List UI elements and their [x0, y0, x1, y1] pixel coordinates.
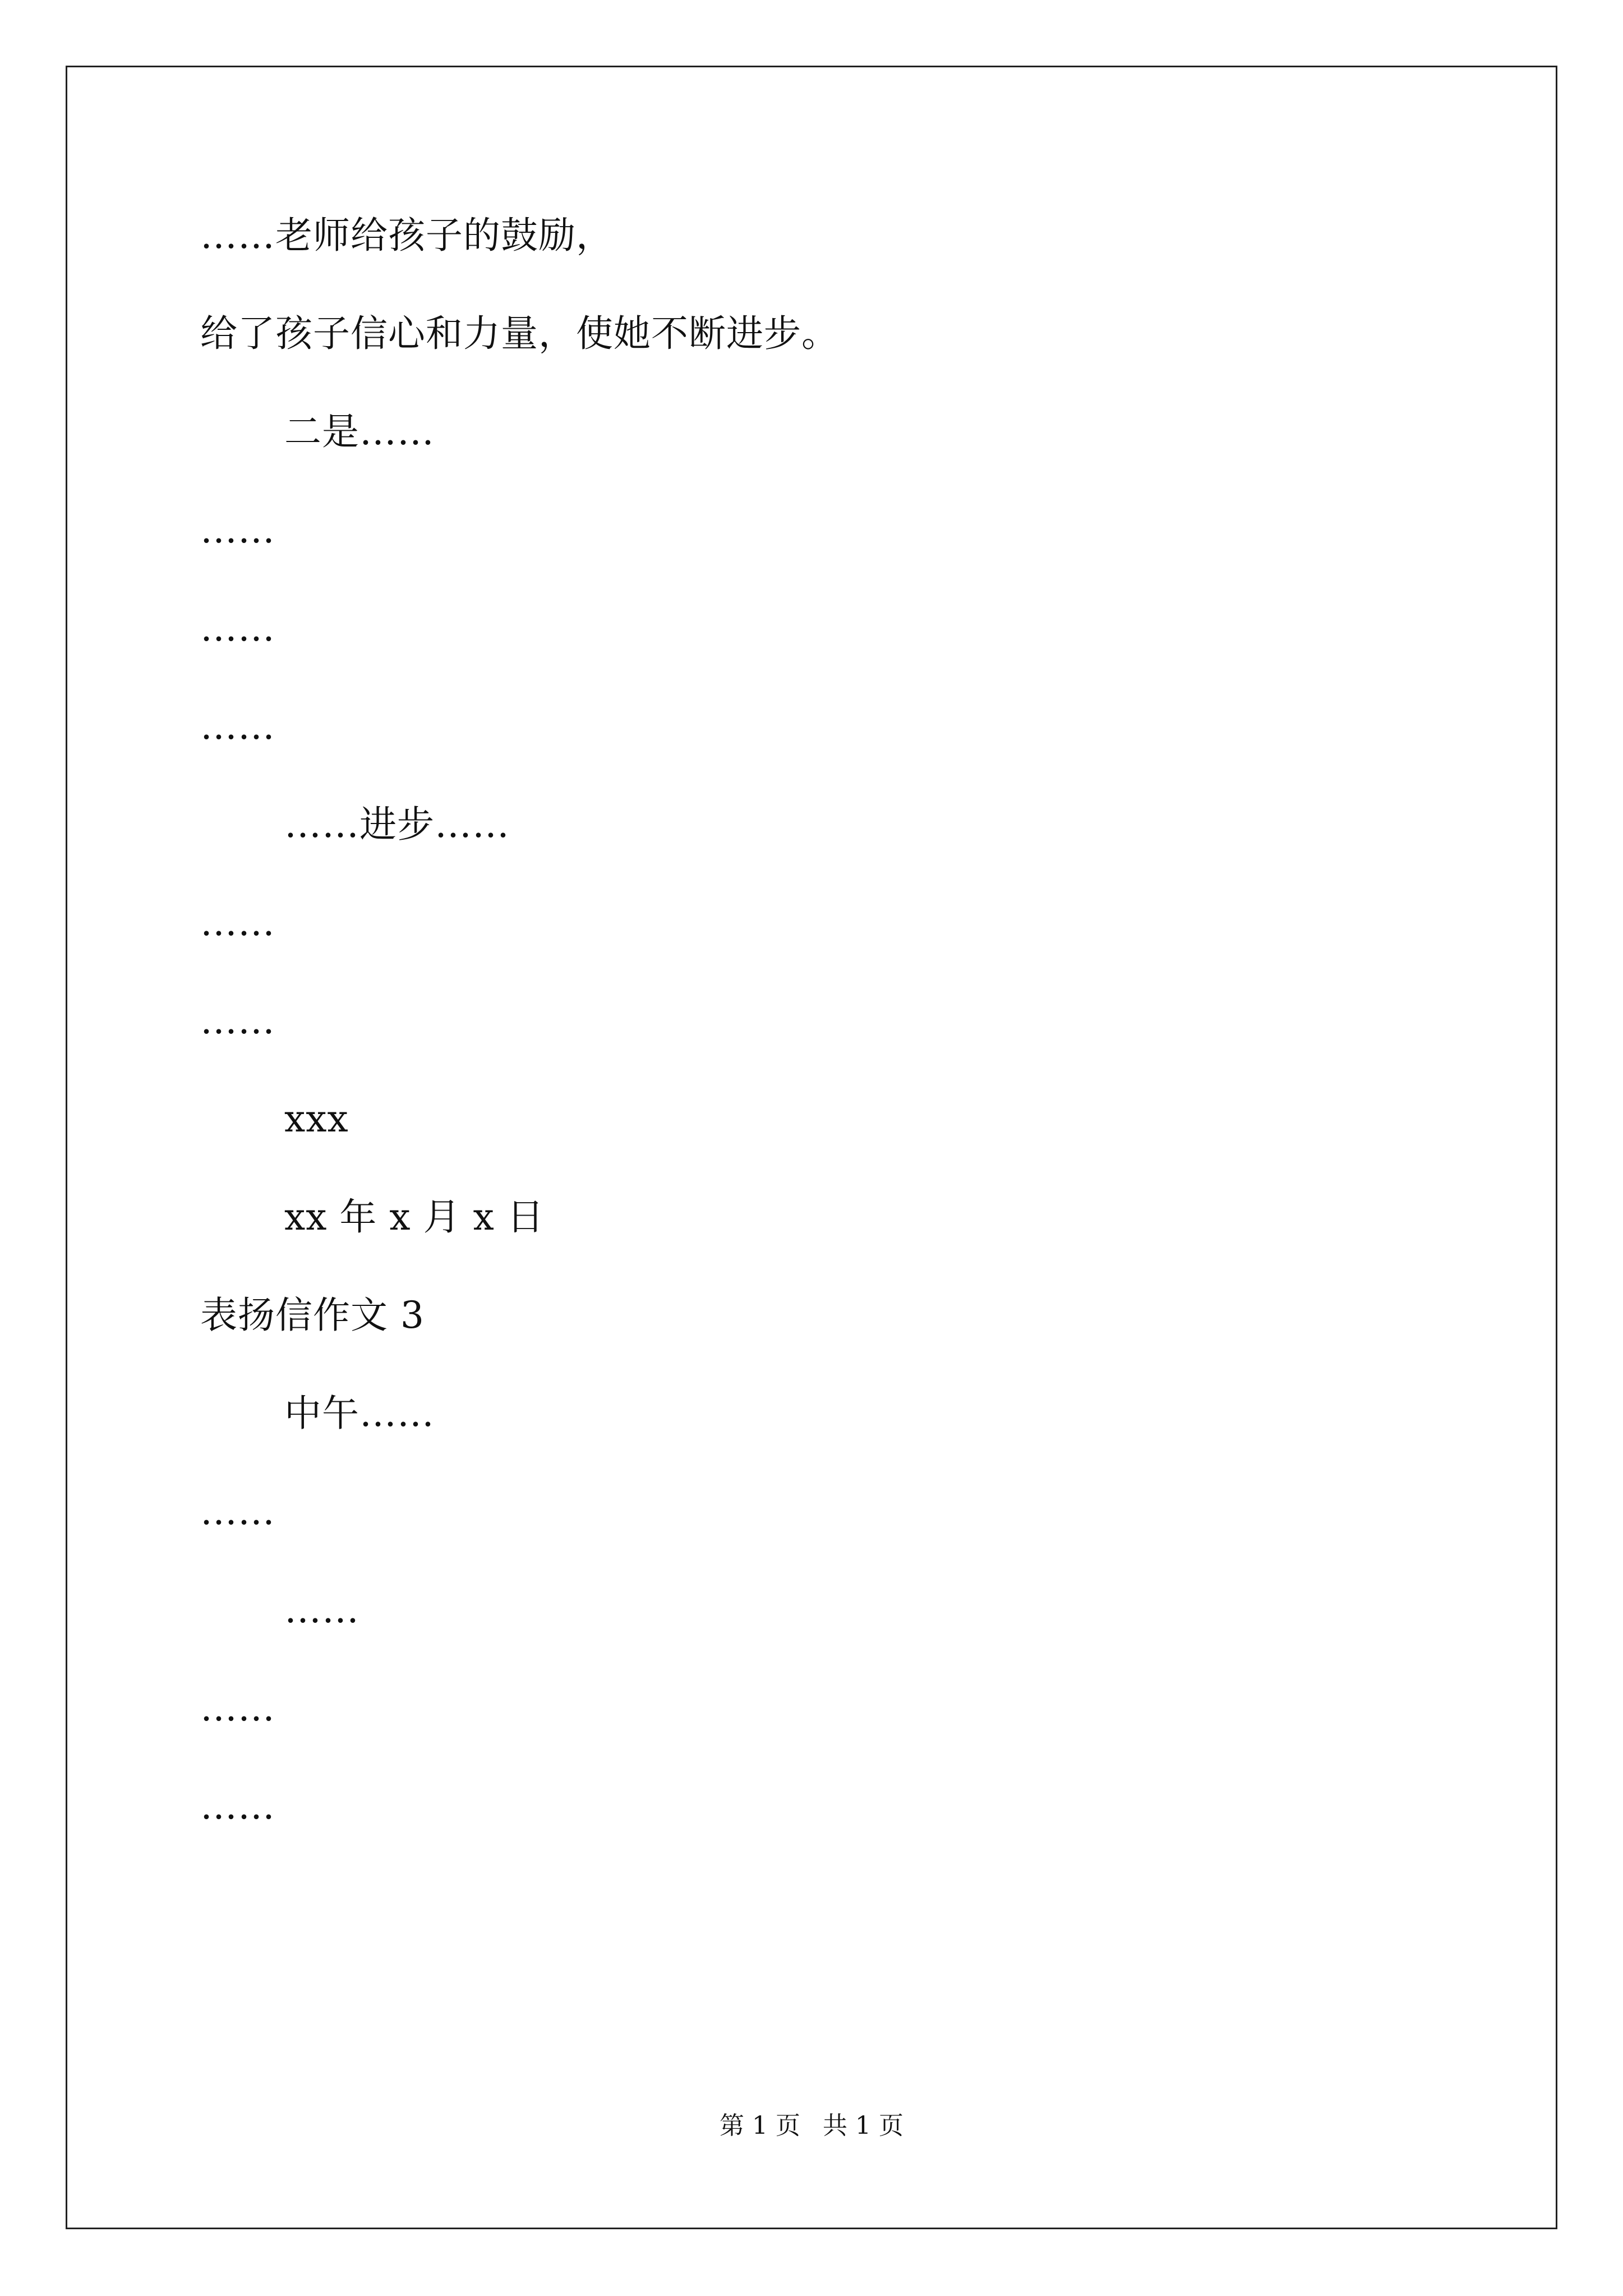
document-body [200, 208, 1451, 1876]
paragraph-line: …… [200, 999, 275, 1042]
page-number: 第 1 页 [720, 2111, 800, 2140]
date-line: xx 年 x 月 x 日 [284, 1195, 545, 1239]
page-total: 共 1 页 [823, 2111, 903, 2140]
page-footer [0, 2109, 1623, 2143]
paragraph-line: …… [200, 1784, 275, 1828]
paragraph-line: …… [200, 508, 275, 551]
paragraph-line: …… [200, 705, 275, 748]
paragraph-line: ……进步…… [284, 803, 510, 846]
paragraph-line: ……老师给孩子的鼓励， [200, 214, 614, 257]
paragraph-line: …… [200, 1490, 275, 1533]
paragraph-line: 给了孩子信心和力量，使她不断进步。 [200, 312, 839, 355]
paragraph-line: 中午…… [284, 1392, 435, 1435]
paragraph-line: …… [200, 606, 275, 650]
paragraph-line: …… [200, 901, 275, 944]
signature: xxx [284, 1097, 349, 1140]
paragraph-line: 二是…… [284, 410, 435, 453]
paragraph-line: …… [284, 1588, 359, 1631]
section-title: 表扬信作文 3 [200, 1294, 425, 1337]
paragraph-line: …… [200, 1686, 275, 1729]
